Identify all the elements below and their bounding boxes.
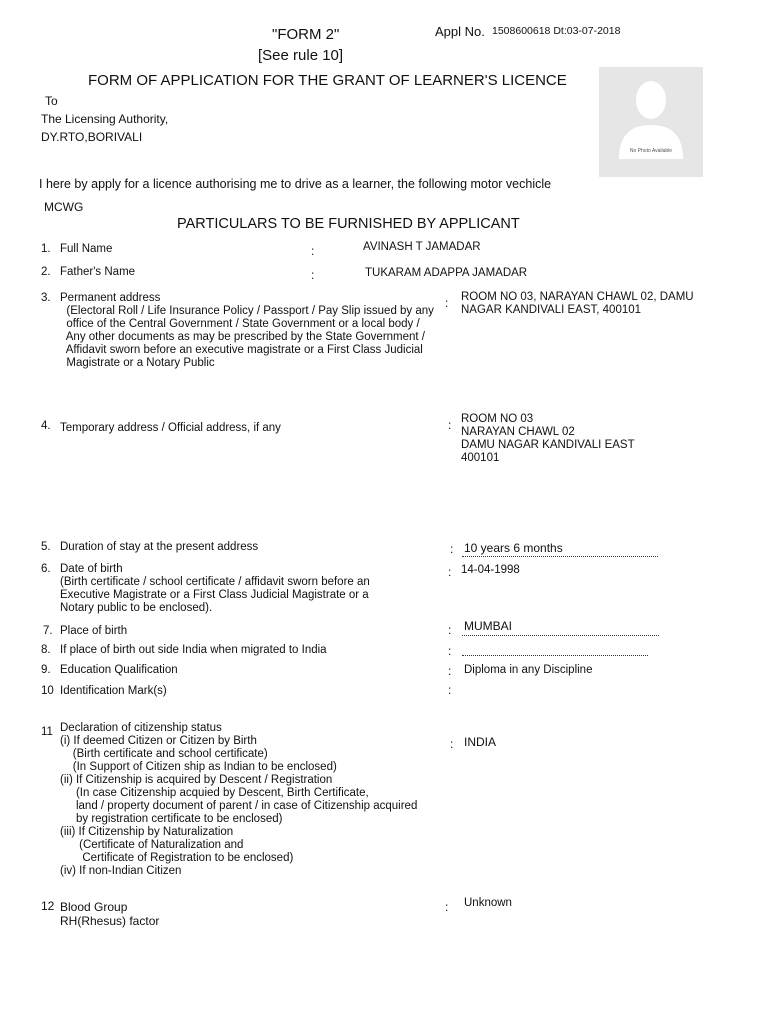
section-title: PARTICULARS TO BE FURNISHED BY APPLICANT [177, 216, 520, 232]
photo-caption: No Photo Available [629, 148, 673, 154]
field-number: 1. [41, 243, 51, 255]
form-title: FORM OF APPLICATION FOR THE GRANT OF LEARNER'S LICENCE [88, 72, 567, 89]
rule-reference: [See rule 10] [258, 47, 344, 64]
field-value-temporary-address: ROOM NO 03 NARAYAN CHAWL 02 DAMU NAGAR KANDIVALI EAST 400101 [461, 413, 635, 464]
field-label-migration: If place of birth out side India when migrated to India [60, 644, 327, 656]
field-separator: : [448, 418, 452, 432]
field-label-blood-group: Blood Group RH(Rhesus) factor [60, 900, 160, 928]
field-separator: : [448, 683, 452, 697]
field-separator: : [450, 542, 454, 556]
field-separator: : [311, 244, 315, 258]
field-number: 12 [41, 899, 55, 913]
field-separator: : [448, 664, 452, 678]
field-number: 10 [41, 685, 54, 697]
field-separator: : [448, 644, 452, 658]
licensing-authority: The Licensing Authority, [41, 112, 169, 126]
form-number: "FORM 2" [272, 26, 340, 43]
field-value-place-of-birth: MUMBAI [464, 619, 512, 633]
field-separator: : [445, 900, 449, 914]
field-value-fathers-name: TUKARAM ADAPPA JAMADAR [365, 267, 528, 279]
field-label-place-of-birth: Place of birth [60, 625, 128, 637]
vehicle-class: MCWG [44, 200, 84, 214]
field-label-citizenship: Declaration of citizenship status (i) If deemed Citizen or Citizen by Birth (Birth certificate and school certificate) (In Support of Citizen ship as Indian to be enclosed) (ii) If Citizenship is acquired by Descent / Registration (In case Citizenship acquied by Descent, Birth Certificate, land / property document of parent / in case of Citizenship acquired by registration certificate to be enclosed) (iii) If Citizenship by Naturalization (Certificate of Naturalization and Certificate of Registration to be enclosed) (iv) If non-Indian Citizen [60, 722, 418, 877]
field-separator: : [450, 737, 454, 751]
field-value-duration-of-stay: 10 years 6 months [464, 541, 563, 555]
application-number-value: 1508600618 Dt:03-07-2018 [492, 25, 621, 37]
field-label-duration-of-stay: Duration of stay at the present address [60, 541, 259, 553]
field-value-citizenship: INDIA [464, 735, 497, 749]
licensing-office: DY.RTO,BORIVALI [41, 130, 143, 144]
person-silhouette-icon [599, 67, 703, 177]
address-to: To [45, 94, 58, 108]
field-number: 7. [43, 625, 53, 637]
field-separator: : [311, 268, 315, 282]
field-separator: : [445, 296, 449, 310]
field-value-underline [462, 556, 658, 557]
field-number: 9. [41, 664, 51, 676]
applicant-photo [599, 67, 703, 177]
field-number: 5. [41, 541, 51, 553]
field-value-permanent-address: ROOM NO 03, NARAYAN CHAWL 02, DAMU NAGAR KANDIVALI EAST, 400101 [461, 291, 694, 316]
field-value-education: Diploma in any Discipline [464, 664, 593, 676]
field-separator: : [448, 565, 452, 579]
field-separator: : [448, 623, 452, 637]
field-label-education: Education Qualification [60, 664, 178, 676]
field-label-fathers-name: Father's Name [60, 266, 136, 278]
field-label-identification-marks: Identification Mark(s) [60, 685, 167, 697]
field-value-full-name: AVINASH T JAMADAR [363, 241, 481, 253]
field-label-permanent-address: Permanent address (Electoral Roll / Life Insurance Policy / Passport / Pay Slip issued by any office of the Central Government / State Government or a local body / Any other documents as may be prescribed by the State Government / Affidavit sworn before an executive magistrate or a First Class Judicial Magistrate or a Notary Public [60, 292, 434, 369]
field-label-temporary-address: Temporary address / Official address, if any [60, 422, 281, 434]
field-value-date-of-birth: 14-04-1998 [461, 564, 520, 576]
field-number: 3. [41, 292, 51, 304]
field-number: 4. [41, 420, 51, 432]
application-number-label: Appl No. [435, 24, 485, 39]
application-statement: I here by apply for a licence authorising me to drive as a learner, the following motor vechicle [39, 177, 552, 191]
field-number: 11 [41, 726, 53, 738]
field-number: 8. [41, 644, 51, 656]
field-value-blood-group: Unknown [464, 897, 512, 909]
field-number: 2. [41, 266, 51, 278]
field-value-underline [462, 635, 659, 636]
field-label-date-of-birth: Date of birth (Birth certificate / school certificate / affidavit sworn before an Executive Magistrate or a First Class Judicial Magistrate or a Notary public to be enclosed). [60, 563, 370, 614]
field-label-full-name: Full Name [60, 243, 113, 255]
field-value-underline [462, 655, 648, 656]
field-number: 6. [41, 563, 51, 575]
